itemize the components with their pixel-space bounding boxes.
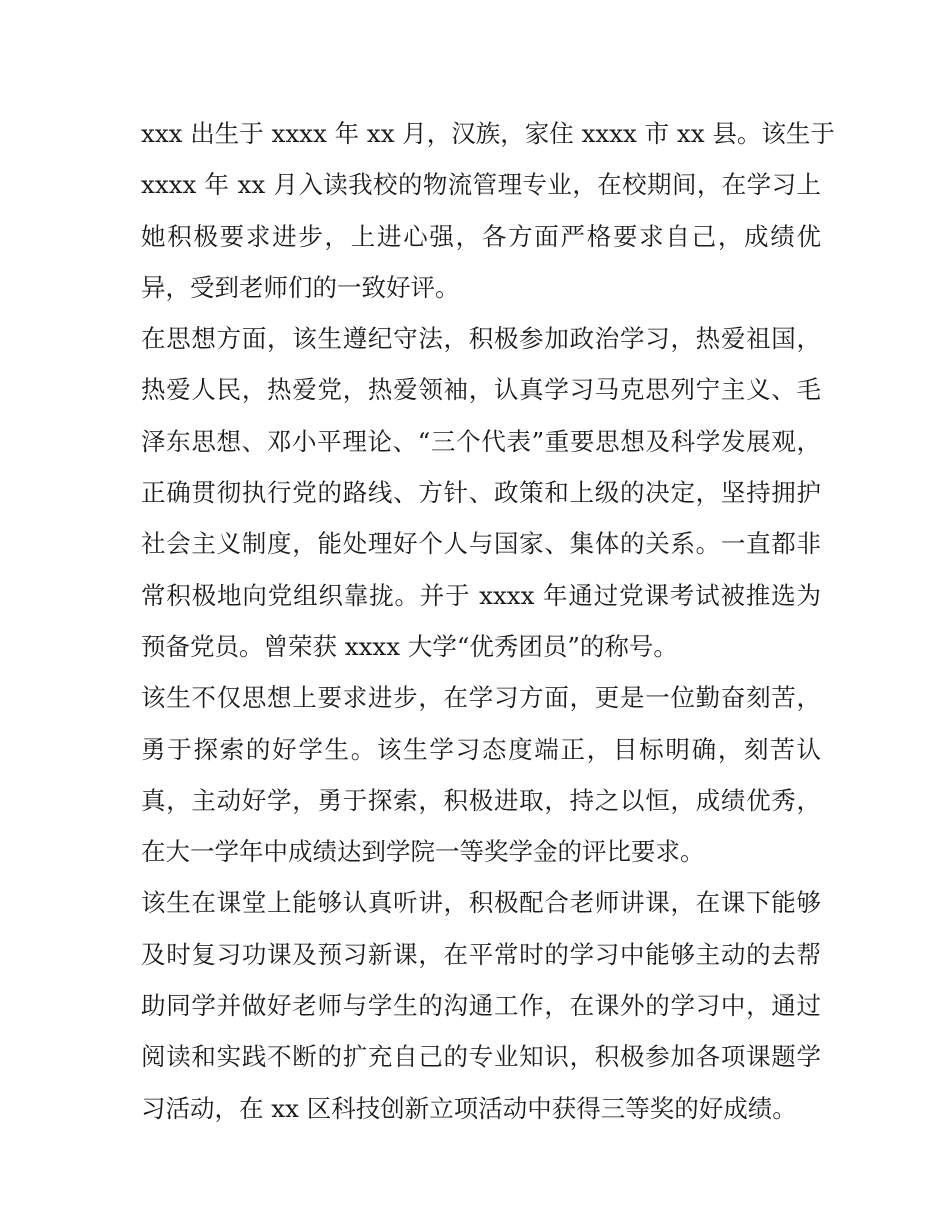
text-line: 社会主义制度，能处理好个人与国家、集体的关系。一直都非 bbox=[141, 529, 821, 559]
paragraph-ideology bbox=[141, 313, 821, 672]
text-line: 她积极要求进步，上进心强，各方面严格要求自己，成绩优 bbox=[141, 221, 821, 251]
text-line: 及时复习功课及预习新课，在平常时的学习中能够主动的去帮 bbox=[141, 939, 821, 969]
text-line: 在思想方面，该生遵纪守法，积极参加政治学习，热爱祖国， bbox=[141, 324, 821, 354]
text-line: 该生不仅思想上要求进步，在学习方面，更是一位勤奋刻苦， bbox=[141, 683, 821, 713]
text-line: 阅读和实践不断的扩充自己的专业知识，积极参加各项课题学 bbox=[141, 1042, 821, 1072]
text-line: 预备党员。曾荣获 xxxx 大学“优秀团员”的称号。 bbox=[141, 631, 678, 661]
text-line: 在大一学年中成绩达到学院一等奖学金的评比要求。 bbox=[141, 837, 705, 867]
text-line: 异，受到老师们的一致好评。 bbox=[141, 272, 460, 302]
text-line: 热爱人民，热爱党，热爱领袖，认真学习马克思列宁主义、毛 bbox=[141, 375, 821, 405]
text-line: 助同学并做好老师与学生的沟通工作，在课外的学习中，通过 bbox=[141, 991, 821, 1021]
document-body bbox=[141, 108, 835, 1134]
paragraph-classroom bbox=[141, 877, 821, 1133]
text-line: 正确贯彻执行党的路线、方针、政策和上级的决定，坚持拥护 bbox=[141, 478, 821, 508]
paragraph-study bbox=[141, 672, 821, 877]
text-line: 常积极地向党组织靠拢。并于 xxxx 年通过党课考试被推选为 bbox=[141, 580, 821, 610]
text-line: 勇于探索的好学生。该生学习态度端正，目标明确，刻苦认 bbox=[141, 734, 821, 764]
text-line: 真，主动好学，勇于探索，积极进取，持之以恒，成绩优秀， bbox=[141, 785, 821, 815]
paragraph-background bbox=[141, 108, 835, 313]
text-line: 该生在课堂上能够认真听讲，积极配合老师讲课，在课下能够 bbox=[141, 888, 821, 918]
text-line: xxx 出生于 xxxx 年 xx 月，汉族，家住 xxxx 市 xx 县。该生于 bbox=[141, 119, 835, 148]
text-line: xxxx 年 xx 月入读我校的物流管理专业，在校期间，在学习上 bbox=[141, 170, 821, 200]
text-line: 泽东思想、邓小平理论、“三个代表”重要思想及科学发展观， bbox=[141, 426, 821, 456]
text-line: 习活动，在 xx 区科技创新立项活动中获得三等奖的好成绩。 bbox=[141, 1093, 797, 1123]
